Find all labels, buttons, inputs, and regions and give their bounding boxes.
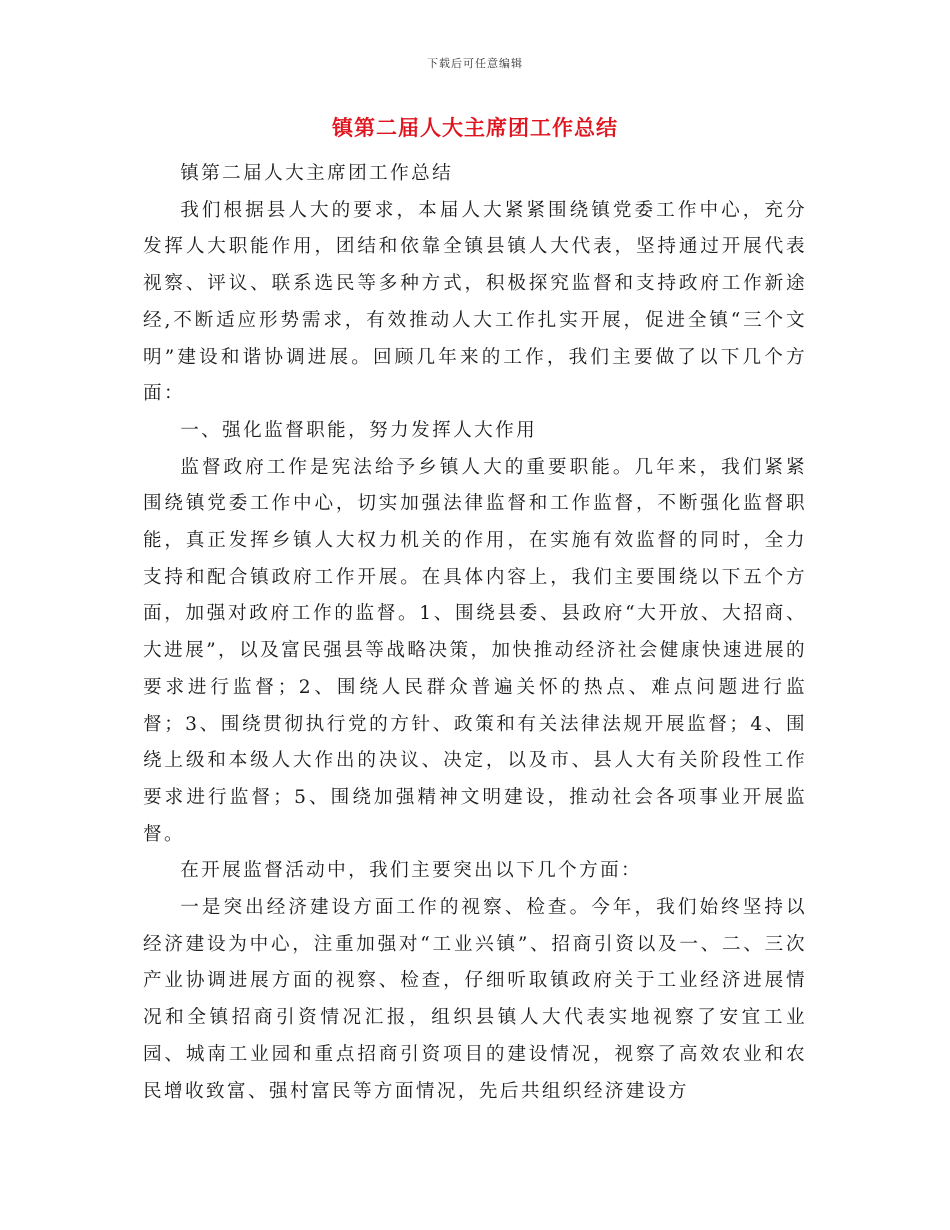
page-header-note: 下载后可任意编辑: [427, 57, 523, 70]
document-title: 镇第二届人大主席团工作总结: [332, 115, 618, 140]
paragraph-subtitle: 镇第二届人大主席团工作总结: [180, 163, 454, 184]
paragraph-supervision: 监督政府工作是宪法给予乡镇人大的重要职能。几年来，我们紧紧围绕镇党委工作中心，切实加强法律监督和工作监督，不断强化监督职能，真正发挥乡镇人大权力机关的作用，在实施有效监督的同时，全力支持和配合镇政府工作开展。在具体内容上，我们主要围绕以下五个方面，加强对政府工作的监督。1、围绕县委、县政府“大开放、大招商、大进展”，以及富民强县等战略决策，加快推动经济社会健康快速进展的要求进行监督；2、围绕人民群众普遍关怀的热点、难点问题进行监督；3、围绕贯彻执行党的方针、政策和有关法律法规开展监督；4、围绕上级和本级人大作出的决议、决定，以及市、县人大有关阶段性工作要求进行监督；5、围绕加强精神文明建设，推动社会各项事业开展监督。: [143, 456, 807, 845]
paragraph-focus-intro: 在开展监督活动中，我们主要突出以下几个方面：: [180, 860, 643, 882]
paragraph-intro: 我们根据县人大的要求，本届人大紧紧围绕镇党委工作中心，充分发挥人大职能作用，团结和依靠全镇县镇人大代表，坚持通过开展代表视察、评议、联系选民等多种方式，积极探究监督和支持政府工作新途经,不断适应形势需求，有效推动人大工作扎实开展，促进全镇“三个文明”建设和谐协调进展。回顾几年来的工作，我们主要做了以下几个方面：: [143, 199, 807, 405]
document-body: [143, 156, 807, 1110]
paragraph-economic-inspection: 一是突出经济建设方面工作的视察、检查。今年，我们始终坚持以经济建设为中心，注重加强对“工业兴镇”、招商引资以及一、二、三次产业协调进展方面的视察、检查，仔细听取镇政府关于工业经济进展情况和全镇招商引资情况汇报，组织县镇人大代表实地视察了安宜工业园、城南工业园和重点招商引资项目的建设情况，视察了高效农业和农民增收致富、强村富民等方面情况，先后共组织经济建设方: [143, 897, 807, 1102]
section-heading-1: 一、强化监督职能，努力发挥人大作用: [180, 419, 538, 441]
